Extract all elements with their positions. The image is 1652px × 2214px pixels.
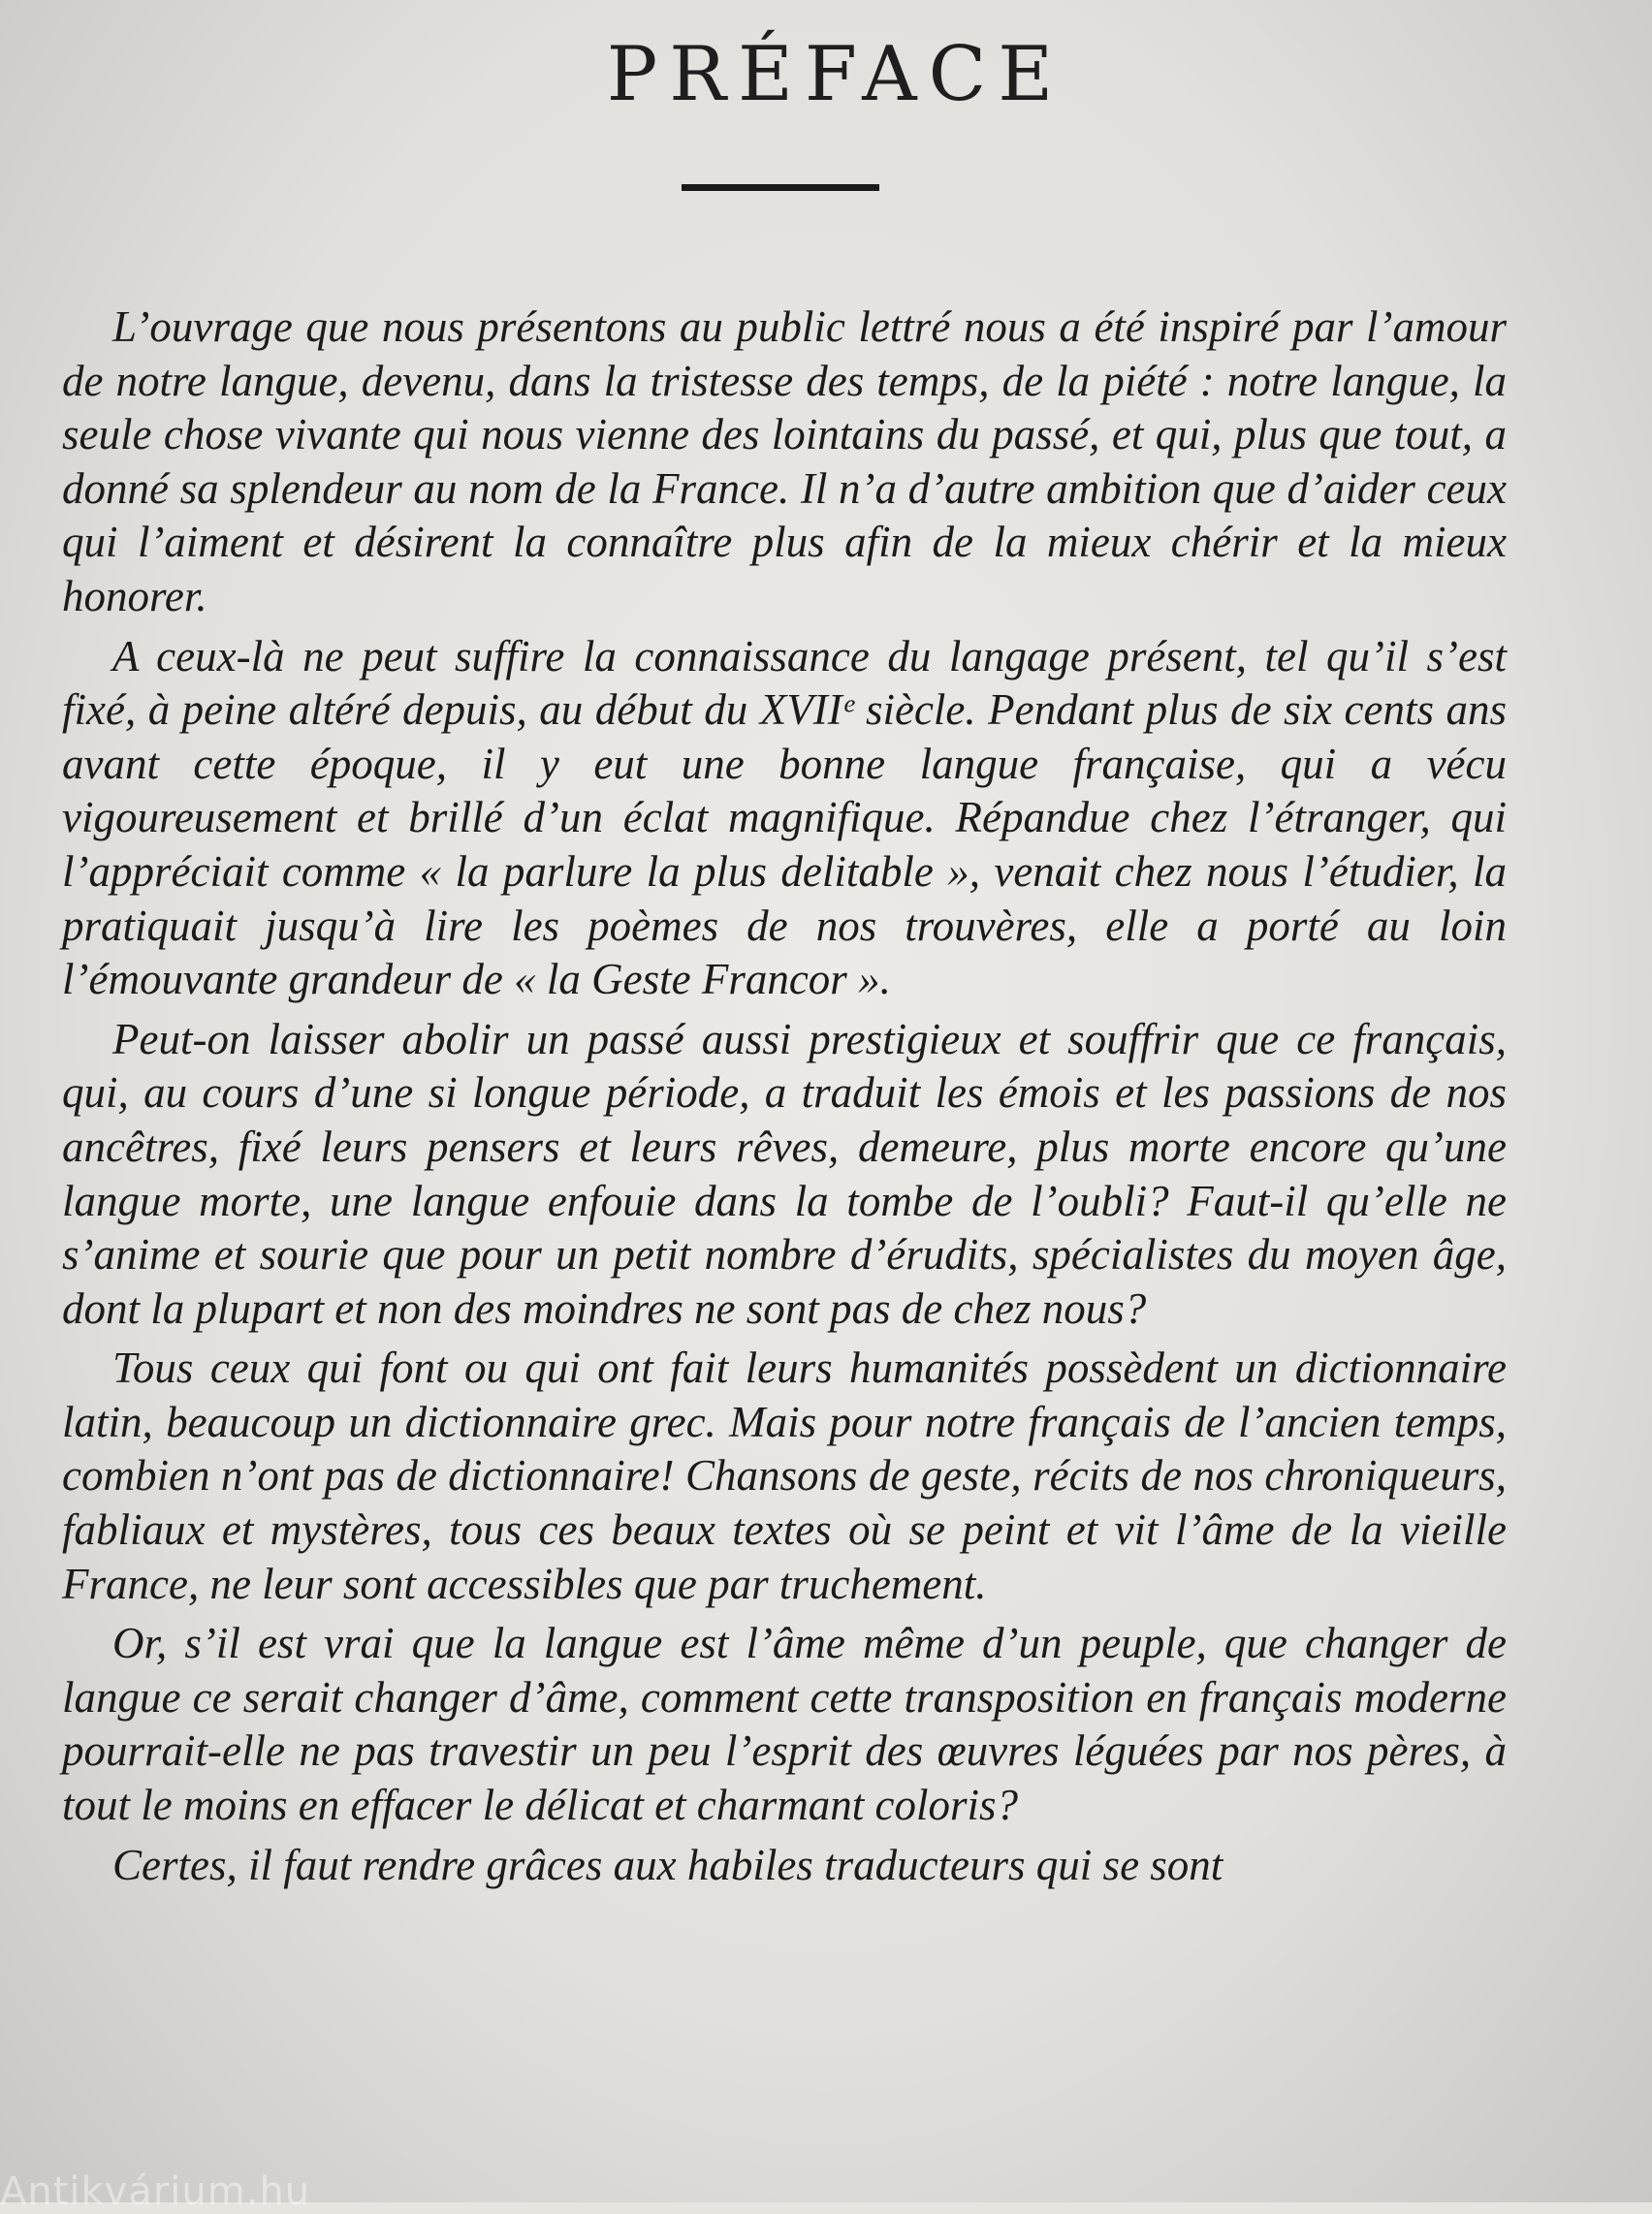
title-rule <box>682 184 879 191</box>
paragraph: Peut-on laisser abolir un passé aussi prestigieux et souffrir que ce français, qui, au cours d’une si longue période, a traduit les émois et les passions de nos ancêtres, fixé leurs pensers et leurs rêves, demeure, plus morte encore qu’une langue morte, une langue enfouie dans la tombe de l’oubli? Faut-il qu’elle ne s’anime et sourie que pour un petit nombre d’érudits, spécialistes du moyen âge, dont la plupart et non des moindres ne sont pas de chez nous? <box>62 1014 1507 1333</box>
paragraph: L’ouvrage que nous présentons au public lettré nous a été inspiré par l’amour de notre langue, devenu, dans la tristesse des temps, de la piété : notre langue, la seule chose vivante qui nous vienne des lointains du passé, et qui, plus que tout, a donné sa splendeur au nom de la France. Il n’a d’autre ambition que d’aider ceux qui l’aiment et désirent la connaître plus afin de la mieux chérir et la mieux honorer. <box>62 302 1507 620</box>
paragraph: A ceux-là ne peut suffire la connaissance du langage présent, tel qu’il s’est fixé, à peine altéré depuis, au début du XVIIᵉ siècle. Pendant plus de six cents ans avant cette époque, il y eut une bonne langue française, qui a vécu vigoureusement et brillé d’un éclat magnifique. Répandue chez l’étranger, qui l’appréciait comme « la parlure la plus delitable », venait chez nous l’étudier, la pratiquait jusqu’à lire les poèmes de nos trouvères, elle a porté au loin l’émouvante grandeur de « la Geste Francor ». <box>62 631 1507 1004</box>
page-title: PRÉFACE <box>606 31 1065 118</box>
paragraph: Certes, il faut rendre grâces aux habiles traducteurs qui se sont <box>112 1840 1223 1889</box>
preface-body <box>62 300 1507 1898</box>
paragraph: Tous ceux qui font ou qui ont fait leurs humanités possèdent un dictionnaire latin, beaucoup un dictionnaire grec. Mais pour notre français de l’ancien temps, combien n’ont pas de dictionnaire! Chansons de geste, récits de nos chroniqueurs, fabliaux et mystères, tous ces beaux textes où se peint et vit l’âme de la vieille France, ne leur sont accessibles que par truchement. <box>62 1344 1507 1608</box>
paragraph: Or, s’il est vrai que la langue est l’âme même d’un peuple, que changer de langue ce serait changer d’âme, comment cette transposition en français moderne pourrait-elle ne pas travestir un peu l’esprit des œuvres léguées par nos pères, à tout le moins en effacer le délicat et charmant coloris? <box>62 1619 1507 1830</box>
watermark: Antikvárium.hu <box>0 2169 311 2214</box>
